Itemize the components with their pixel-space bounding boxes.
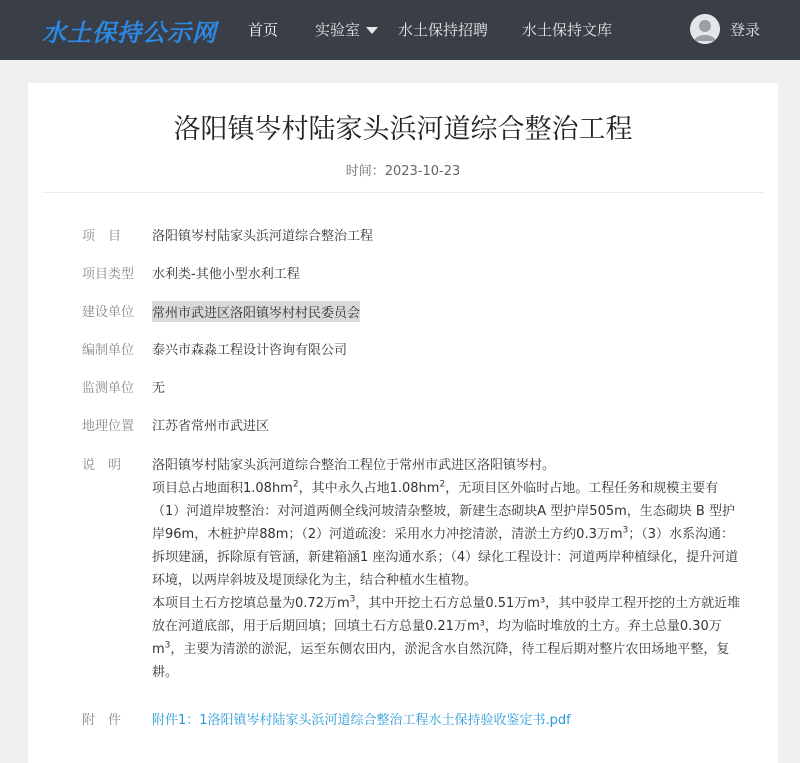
chevron-down-icon bbox=[366, 27, 378, 34]
attachment-link[interactable]: 附件1：1洛阳镇岑村陆家头浜河道综合整治工程水土保持验收鉴定书.pdf bbox=[152, 713, 571, 728]
article-card bbox=[28, 83, 778, 763]
field-location-value: 江苏省常州市武进区 bbox=[152, 419, 270, 434]
field-type-label: 项目类型 bbox=[82, 267, 135, 282]
field-desc-label: 说 明 bbox=[82, 458, 122, 473]
field-monitor-value: 无 bbox=[152, 381, 166, 396]
divider bbox=[42, 192, 764, 193]
nav-lab[interactable] bbox=[315, 19, 378, 40]
login-link[interactable]: 登录 bbox=[730, 21, 761, 39]
nav-home[interactable]: 首页 bbox=[248, 21, 279, 39]
desc-para-1: 洛阳镇岑村陆家头浜河道综合整治工程位于常州市武进区洛阳镇岑村。 bbox=[152, 458, 556, 473]
publish-time: 时间：2023-10-23 bbox=[345, 164, 461, 179]
field-compiler-label: 编制单位 bbox=[82, 343, 135, 358]
field-project-value: 洛阳镇岑村陆家头浜河道综合整治工程 bbox=[152, 229, 374, 244]
description bbox=[152, 454, 744, 684]
field-project-label: 项 目 bbox=[82, 229, 122, 244]
nav-library[interactable]: 水土保持文库 bbox=[522, 21, 613, 39]
top-nav bbox=[0, 0, 800, 60]
desc-para-2: 项目总占地面积$1.08hm^2$，其中永久占地$1.08hm^2$，无项目区外临时占地。工程任务和规模主要有（1）河道岸坡整治：对河道两侧全线河坡清杂整坡，新建生态砌块A 型护岸505m，生态砌块 B 型护岸96m，木桩护岸88m；（2）河道疏浚：采用水力冲挖清淤，清淤土方约0.3万$m^3$；（3）水系沟通：拆坝建涵，拆除原有管涵，新建箱涵1 座沟通水系；（4）绿化工程设计：河道两岸种植绿化，提升河道环境，以两岸斜坡及堤顶绿化为主，结合种植水生植物。 bbox=[152, 479, 739, 588]
field-compiler-value: 泰兴市森淼工程设计咨询有限公司 bbox=[152, 343, 348, 358]
field-monitor-label: 监测单位 bbox=[82, 381, 135, 396]
nav-lab-label: 实验室 bbox=[315, 21, 361, 39]
field-attachment-label: 附 件 bbox=[82, 713, 122, 728]
field-location-label: 地理位置 bbox=[82, 419, 135, 434]
site-logo[interactable]: 水土保持公示网 bbox=[42, 19, 217, 47]
nav-recruit[interactable]: 水土保持招聘 bbox=[398, 21, 489, 39]
page-title: 洛阳镇岑村陆家头浜河道综合整治工程 bbox=[173, 114, 633, 145]
avatar-icon[interactable] bbox=[690, 14, 720, 44]
desc-para-3: 本项目土石方挖填总量为0.72万$m^3$，其中开挖土石方总量0.51万m³，其中驳岸工程开挖的土方就近堆放在河道底部，用于后期回填；回填土石方总量0.21万m³，均为临时堆放的土方。弃土总量0.30万$m^3$，主要为清淤的淤泥，运至东侧农田内，淤泥含水自然沉降，待工程后期对整片农田场地平整，复耕。 bbox=[152, 594, 741, 680]
field-builder-value: 常州市武进区洛阳镇岑村村民委员会 bbox=[152, 301, 360, 322]
field-builder-label: 建设单位 bbox=[82, 305, 135, 320]
field-type-value: 水利类-其他小型水利工程 bbox=[152, 267, 300, 282]
